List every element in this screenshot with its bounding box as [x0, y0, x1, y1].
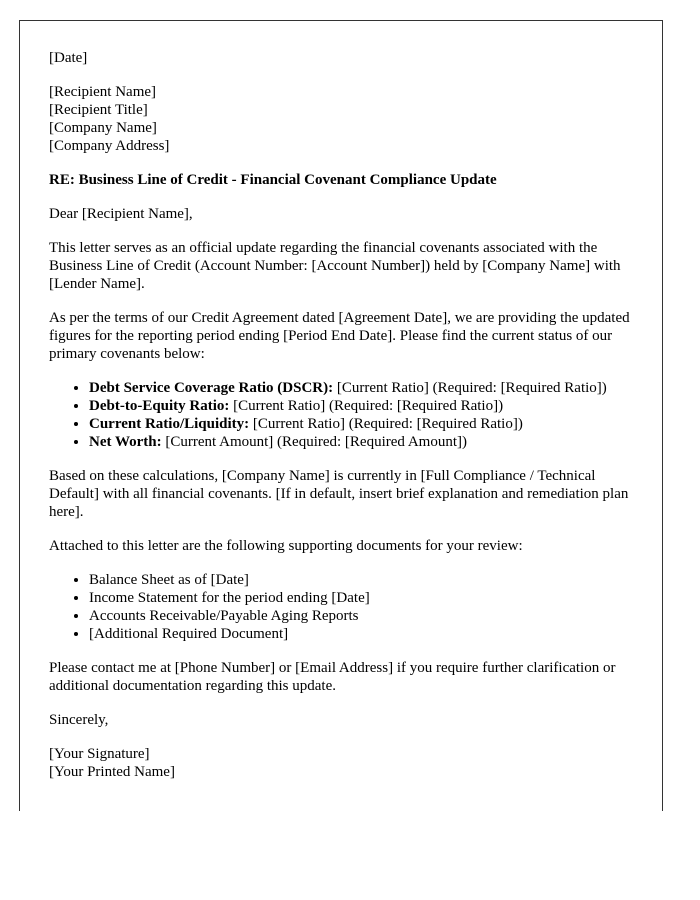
- subject-line: RE: Business Line of Credit - Financial Covenant Compliance Update: [49, 172, 497, 188]
- letter-page: [19, 20, 663, 811]
- contact-paragraph: Please contact me at [Phone Number] or [Email Address] if you require further clarification or additional documentation regarding this update.: [49, 660, 616, 694]
- signature-block: [49, 745, 633, 781]
- printed-name: [Your Printed Name]: [49, 764, 175, 780]
- covenant-label: Current Ratio/Liquidity:: [89, 416, 250, 432]
- attached-paragraph: Attached to this letter are the following supporting documents for your review:: [49, 538, 523, 554]
- salutation: Dear [Recipient Name],: [49, 206, 193, 222]
- covenant-label: Debt-to-Equity Ratio:: [89, 398, 230, 414]
- covenant-value: [Current Ratio] (Required: [Required Ratio]): [249, 416, 523, 432]
- covenant-list: [49, 379, 633, 451]
- covenant-value: [Current Ratio] (Required: [Required Ratio]): [333, 380, 607, 396]
- list-item: • Accounts Receivable/Payable Aging Reports: [89, 607, 633, 625]
- recipient-company: [Company Name]: [49, 120, 157, 136]
- compliance-paragraph: Based on these calculations, [Company Name] is currently in [Full Compliance / Technical Default] with all financial covenants. [If in default, insert brief explanation and remediation plan here].: [49, 468, 629, 520]
- covenant-label: Net Worth:: [89, 434, 162, 450]
- list-item: [89, 397, 633, 415]
- covenant-label: Debt Service Coverage Ratio (DSCR):: [89, 380, 334, 396]
- list-item: • Income Statement for the period ending [Date]: [89, 589, 633, 607]
- covenant-value: [Current Ratio] (Required: [Required Ratio]): [229, 398, 504, 414]
- signature: [Your Signature]: [49, 746, 150, 762]
- recipient-address: [Company Address]: [49, 138, 170, 154]
- list-item: [89, 379, 633, 397]
- list-item: • Balance Sheet as of [Date]: [89, 571, 633, 589]
- list-item: • [Additional Required Document]: [89, 625, 633, 643]
- list-item: [89, 433, 633, 451]
- letter-date: [Date]: [49, 50, 88, 66]
- documents-list: [49, 571, 633, 643]
- recipient-name: [Recipient Name]: [49, 84, 157, 100]
- terms-paragraph: As per the terms of our Credit Agreement dated [Agreement Date], we are providing the updated figures for the reporting period ending [Period End Date]. Please find the current status of our primary covenants below:: [49, 310, 630, 362]
- covenant-value: [Current Amount] (Required: [Required Amount]): [161, 434, 467, 450]
- list-item: [89, 415, 633, 433]
- recipient-block: [49, 83, 633, 155]
- intro-paragraph: This letter serves as an official update regarding the financial covenants associated with the Business Line of Credit (Account Number: [Account Number]) held by [Company Name] with [Lender Name].: [49, 240, 621, 292]
- recipient-title: [Recipient Title]: [49, 102, 148, 118]
- closing: Sincerely,: [49, 712, 109, 728]
